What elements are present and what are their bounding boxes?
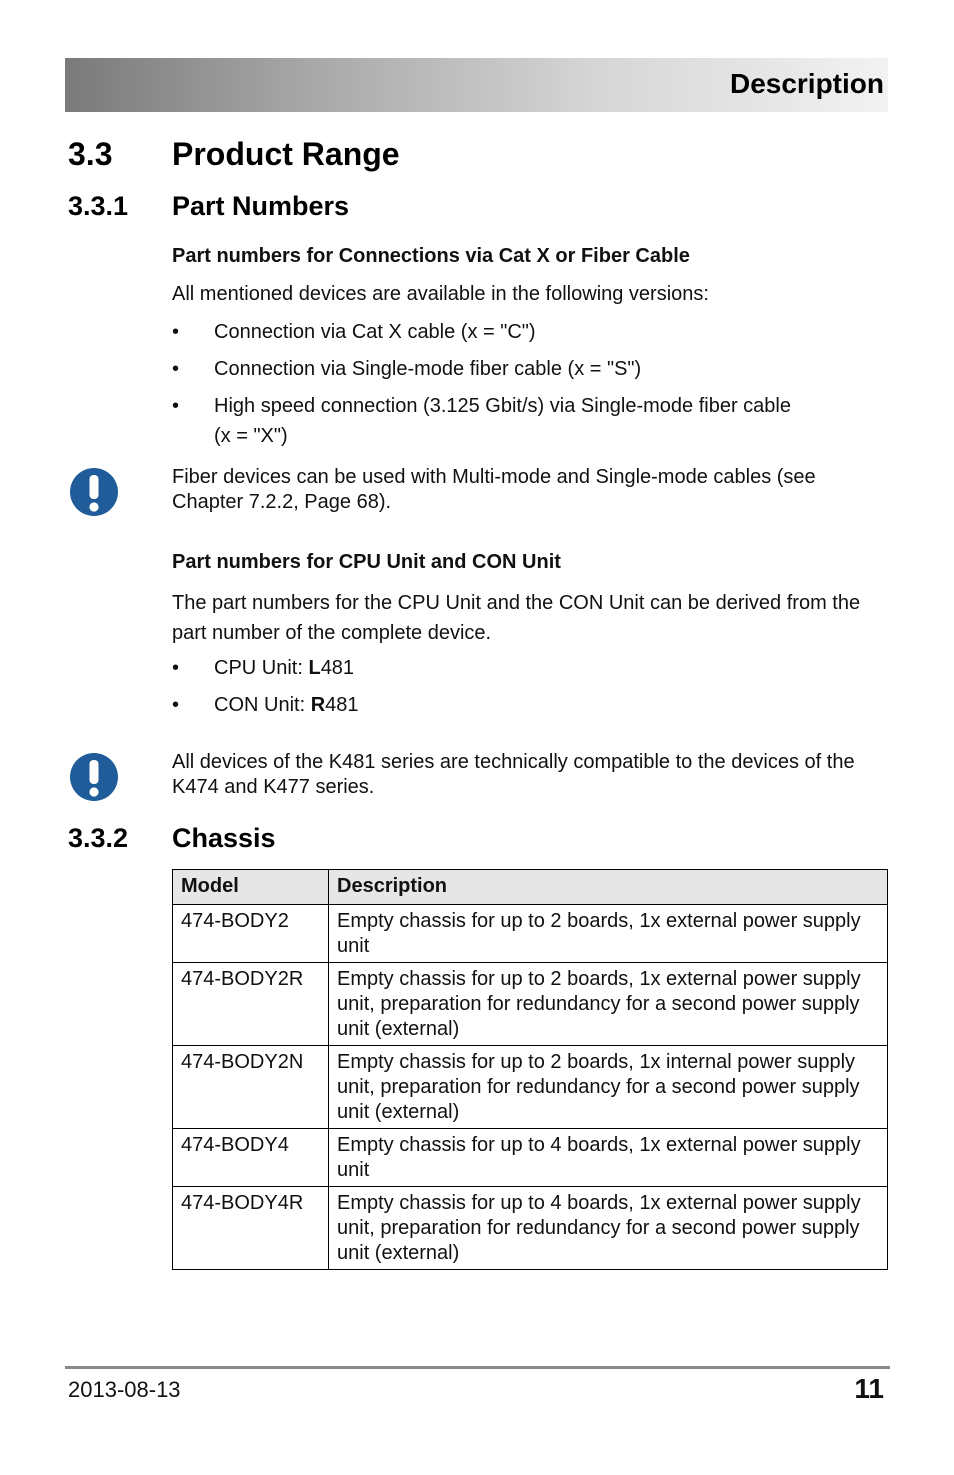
subsection-title: Part Numbers: [172, 191, 350, 221]
cell-model: 474-BODY2: [173, 905, 329, 963]
chassis-table: [172, 869, 888, 1270]
footer-date: 2013-08-13: [68, 1377, 181, 1402]
note-fiber-devices: Fiber devices can be used with Multi-mode and Single-mode cables (see Chapter 7.2.2, Page 68).: [172, 466, 816, 513]
section-number: 3.3: [68, 136, 113, 172]
page-header-bar: [65, 58, 888, 112]
connections-heading: Part numbers for Connections via Cat X or Fiber Cable: [172, 245, 690, 267]
bullet-dot: •: [172, 657, 180, 679]
cell-model: 474-BODY2R: [173, 963, 329, 1046]
cell-model: 474-BODY2N: [173, 1046, 329, 1129]
units-intro: The part numbers for the CPU Unit and the CON Unit can be derived from the part number of the complete device.: [172, 592, 861, 644]
bullet-text: High speed connection (3.125 Gbit/s) via Single-mode fiber cable: [214, 395, 791, 417]
footer-divider: [65, 1366, 890, 1369]
cell-description: Empty chassis for up to 2 boards, 1x internal power supply unit, preparation for redundancy for a second power supply unit (external): [329, 1046, 888, 1129]
exclamation-circle-icon: [69, 752, 119, 802]
section-title: Product Range: [172, 136, 400, 172]
cell-description: Empty chassis for up to 4 boards, 1x external power supply unit, preparation for redundancy for a second power supply unit (external): [329, 1187, 888, 1270]
table-row: [173, 963, 888, 1046]
cell-description: Empty chassis for up to 2 boards, 1x external power supply unit, preparation for redundancy for a second power supply unit (external): [329, 963, 888, 1046]
cell-description: Empty chassis for up to 4 boards, 1x external power supply unit: [329, 1129, 888, 1187]
bullet-text: (x = "X"): [214, 425, 288, 447]
table-header-row: [173, 870, 888, 905]
bullet-dot: •: [172, 321, 180, 343]
exclamation-circle-icon: [69, 467, 119, 517]
table-row: [173, 1187, 888, 1270]
subsection-number: 3.3.2: [68, 823, 129, 853]
cell-model: 474-BODY4: [173, 1129, 329, 1187]
table-row: [173, 905, 888, 963]
bullet-dot: •: [172, 358, 180, 380]
subsection-heading-chassis: [68, 823, 868, 857]
subsection-heading-part-numbers: [68, 191, 868, 225]
subsection-number: 3.3.1: [68, 191, 129, 221]
bullet-dot: •: [172, 395, 180, 417]
column-header-description: Description: [329, 870, 888, 905]
units-heading: Part numbers for CPU Unit and CON Unit: [172, 551, 561, 573]
table-row: [173, 1046, 888, 1129]
note-compatibility: All devices of the K481 series are technically compatible to the devices of the K474 and K477 series.: [172, 751, 855, 798]
bullet-text: CPU Unit: L481: [214, 657, 355, 679]
header-title: Description: [729, 68, 884, 99]
cell-description: Empty chassis for up to 2 boards, 1x external power supply unit: [329, 905, 888, 963]
bullet-dot: •: [172, 694, 180, 716]
bullet-text: CON Unit: R481: [214, 694, 359, 716]
column-header-model: Model: [173, 870, 329, 905]
cell-model: 474-BODY4R: [173, 1187, 329, 1270]
section-heading: [68, 136, 868, 176]
bullet-text: Connection via Single-mode fiber cable (x = "S"): [214, 358, 642, 380]
page-number: 11: [854, 1373, 884, 1404]
subsection-title: Chassis: [172, 823, 276, 853]
bullet-text: Connection via Cat X cable (x = "C"): [214, 321, 536, 343]
table-row: [173, 1129, 888, 1187]
connections-intro: All mentioned devices are available in the following versions:: [172, 283, 709, 305]
